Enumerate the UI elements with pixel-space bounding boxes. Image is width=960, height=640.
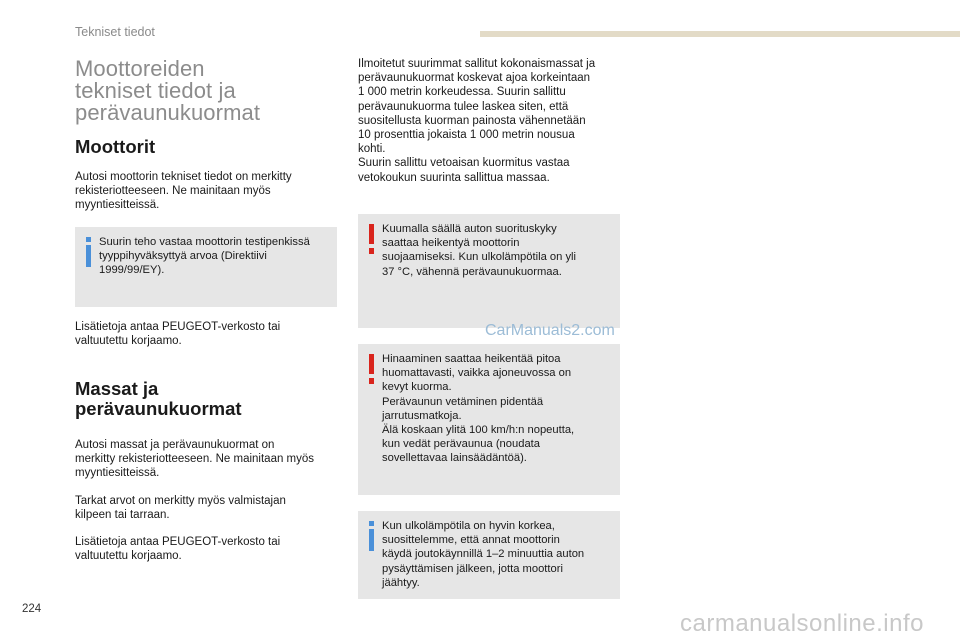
text-line: sovellettavaa lainsäädäntöä). [382,452,527,465]
heading-line: perävaunukuormat [75,398,242,420]
page-title-line: Moottoreiden [75,56,205,81]
text-line: tyyppihyväksyttyä arvoa (Direktiivi [99,249,267,262]
text-line: suosittelemme, että annat moottorin [382,534,560,547]
right-column [358,57,620,185]
text-line: perävaunukuormat koskevat ajoa korkeintaan [358,72,591,85]
info-icon [84,237,94,267]
text-line: Lisätietoja antaa PEUGEOT-verkosto tai [75,536,281,549]
text-line: Älä koskaan ylitä 100 km/h:n nopeutta, [382,424,575,437]
text-line: suojaamiseksi. Kun ulkolämpötila on yli [382,251,577,264]
watermark: CarManuals2.com [485,322,615,339]
massat-paragraph-1 [75,438,340,481]
text-line: 10 prosenttia jokaista 1 000 metrin nousua [358,129,575,142]
weights-explanation [358,57,620,185]
text-line: Suurin teho vastaa moottorin testipenkissä [99,235,310,248]
page-title [75,58,340,124]
warning-icon [367,354,377,384]
warning-box-towing [358,344,620,495]
page-title-line: perävaunukuormat [75,100,261,125]
text-line: Suurin sallittu vetoaisan kuormitus vastaa [358,157,570,170]
text-line: myyntiesitteissä. [75,199,160,212]
header-bar [480,31,960,37]
text-line: Tarkat arvot on merkitty myös valmistajan [75,494,286,507]
text-line: pysäyttämisen jälkeen, jotta moottori [382,562,563,575]
section-header: Tekniset tiedot [75,25,155,39]
footer-watermark: carmanualsonline.info [680,610,924,637]
text-line: myyntiesitteissä. [75,467,160,480]
text-line: Kuumalla säällä auton suorituskyky [382,223,557,235]
text-line: 1 000 metrin korkeudessa. Suurin sallittu [358,86,566,99]
text-line: huomattavasti, vaikka ajoneuvossa on [382,367,572,380]
text-line: jäähtyy. [382,576,420,589]
text-line: 1999/99/EY). [99,264,165,277]
text-line: käydä joutokäynnillä 1–2 minuuttia auton [382,548,585,561]
text-line: kun vedät perävaunua (noudata [382,438,540,451]
moottorit-contact [75,320,340,348]
text-line: perävaunukuorma tulee laskea siten, että [358,100,569,113]
heading-massat [75,379,340,419]
text-line: Autosi massat ja perävaunukuormat on [75,439,275,452]
heading-line: Massat ja [75,378,159,400]
page-title-line: tekniset tiedot ja [75,78,236,103]
massat-paragraph-2 [75,494,340,522]
text-line: 37 °C, vähennä perävaunukuormaa. [382,265,562,278]
text-line: valtuutettu korjaamo. [75,550,182,563]
warning-box-heat [358,214,620,328]
text-line: Hinaaminen saattaa heikentää pitoa [382,353,561,365]
text-line: Perävaunun vetäminen pidentää [382,395,544,408]
warning-icon [367,224,377,254]
text-line: jarrutusmatkoja. [382,409,462,422]
massat-paragraph-3 [75,535,340,563]
info-box-engine [75,227,337,307]
text-line: Ilmoitetut suurimmat sallitut kokonaismassat ja [358,58,596,70]
info-icon [367,521,377,551]
text-line: vetokoukun suurinta sallittua massaa. [358,171,550,184]
text-line: Kun ulkolämpötila on hyvin korkea, [382,520,555,532]
text-line: kilpeen tai tarraan. [75,508,170,521]
moottorit-intro [75,170,340,213]
heading-moottorit: Moottorit [75,136,156,157]
text-line: suositellusta kuorman painosta vähennetään [358,114,586,127]
left-column [75,58,340,563]
text-line: merkitty rekisteriotteeseen. Ne mainitaan myös [75,453,315,466]
text-line: saattaa heikentyä moottorin [382,237,520,250]
text-line: kevyt kuorma. [382,381,452,394]
page-number: 224 [22,603,42,615]
text-line: rekisteriotteeseen. Ne mainitaan myös [75,185,271,198]
text-line: Lisätietoja antaa PEUGEOT-verkosto tai [75,320,281,333]
text-line: valtuutettu korjaamo. [75,334,182,347]
text-line: Autosi moottorin tekniset tiedot on merkitty [75,171,292,183]
info-box-cooling [358,511,620,599]
text-line: kohti. [358,143,386,156]
